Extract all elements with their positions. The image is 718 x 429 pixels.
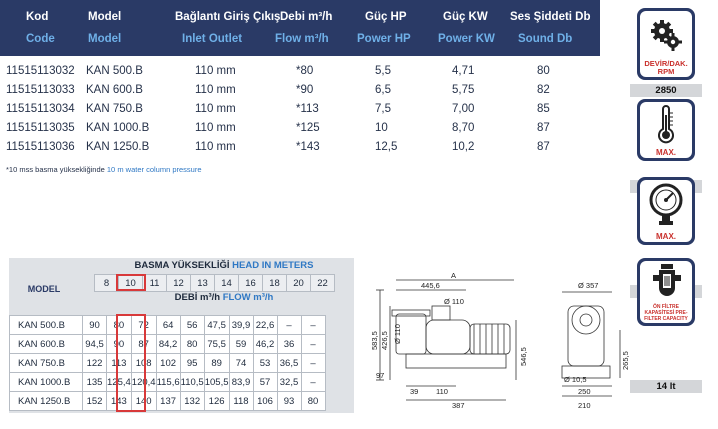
spec-table — [0, 0, 600, 157]
footnote-tr: *10 mss basma yüksekliğinde — [6, 165, 105, 174]
head-value: 16 — [239, 275, 263, 292]
model-header: MODEL — [27, 284, 61, 294]
flow-cell: 94,5 — [83, 335, 107, 354]
cell-flow: *143 — [296, 141, 320, 153]
head-title — [94, 260, 354, 274]
rpm-card — [637, 8, 695, 80]
table-row — [0, 81, 600, 100]
cell-hp: 6,5 — [375, 84, 391, 96]
footnote — [6, 165, 202, 174]
cell-flow: *80 — [296, 65, 314, 77]
cell-code: 11515113034 — [6, 103, 75, 115]
cell-db: 82 — [537, 84, 550, 96]
header-hp-tr: Güç HP — [365, 11, 407, 23]
flow-cell: 72 — [131, 316, 156, 335]
cell-flow: *90 — [296, 84, 314, 96]
header-connection-tr: Bağlantı Giriş Çıkış — [175, 11, 281, 23]
cell-kw: 10,2 — [452, 141, 475, 153]
header-row-en — [0, 28, 600, 50]
head-value: 20 — [287, 275, 311, 292]
dim-445: 445,6 — [421, 281, 440, 290]
cell-code: 11515113035 — [6, 122, 75, 134]
spec-table-body — [0, 56, 600, 157]
cell-hp: 12,5 — [375, 141, 398, 153]
dim-front-diameter: Ø 357 — [578, 281, 599, 290]
side-icons — [630, 8, 702, 392]
cell-model: KAN 750.B — [86, 103, 143, 115]
flow-cell: 137 — [156, 392, 180, 411]
flow-cell: – — [301, 354, 325, 373]
row-model: KAN 500.B — [10, 316, 83, 335]
flow-cell: 95 — [180, 354, 204, 373]
header-connection-en: Inlet Outlet — [182, 33, 243, 45]
footnote-en: 10 m water column pressure — [106, 165, 202, 174]
cell-kw: 7,00 — [452, 103, 475, 115]
dim-inlet-diameter: Ø 110 — [393, 324, 402, 344]
cell-kw: 8,70 — [452, 122, 475, 134]
cell-db: 85 — [537, 103, 550, 115]
temperature-card — [637, 99, 695, 161]
cell-code: 11515113032 — [6, 65, 75, 77]
table-row — [10, 316, 326, 335]
flow-values-table — [9, 315, 326, 411]
cell-model: KAN 500.B — [86, 65, 143, 77]
flow-cell: 87 — [131, 335, 156, 354]
prefilter-lid-outline — [392, 310, 430, 316]
header-model-en: Model — [88, 33, 122, 45]
flow-cell: 93 — [277, 392, 301, 411]
header-code-en: Code — [26, 33, 55, 45]
header-db-tr: Ses Şiddeti Db — [510, 11, 591, 23]
dim-250: 250 — [578, 387, 591, 396]
cell-flow: *125 — [296, 122, 320, 134]
cell-model: KAN 1250.B — [86, 141, 150, 153]
cell-hp: 10 — [375, 122, 388, 134]
flow-cell: 126 — [204, 392, 229, 411]
table-row — [10, 335, 326, 354]
flow-cell: 106 — [253, 392, 277, 411]
head-value: 12 — [167, 275, 191, 292]
rpm-label: DEVİR/DAK. RPM — [644, 59, 688, 76]
head-values-row — [94, 274, 335, 292]
header-hp-en: Power HP — [357, 33, 411, 45]
row-model: KAN 600.B — [10, 335, 83, 354]
flow-cell: 143 — [107, 392, 132, 411]
head-value: 13 — [191, 275, 215, 292]
flow-cell: – — [277, 316, 301, 335]
table-row — [10, 373, 326, 392]
pressure-gauge-icon — [648, 182, 684, 228]
row-model: KAN 1250.B — [10, 392, 83, 411]
row-model: KAN 1000.B — [10, 373, 83, 392]
dim-A: A — [451, 271, 457, 280]
table-row — [0, 62, 600, 81]
flow-cell: 32,5 — [277, 373, 301, 392]
spec-table-header — [0, 0, 600, 56]
dim-110: 110 — [436, 387, 448, 396]
flow-cell: 152 — [83, 392, 107, 411]
flow-cell: 102 — [156, 354, 180, 373]
table-row — [10, 392, 326, 411]
flow-cell: 110,5 — [180, 373, 204, 392]
flow-cell: 80 — [107, 316, 132, 335]
dim-426: 426,5 — [380, 331, 389, 350]
outlet-outline — [432, 306, 450, 320]
dim-546: 546,5 — [519, 347, 528, 366]
performance-table — [9, 258, 354, 413]
flow-cell: 115,6 — [156, 373, 180, 392]
pressure-card — [637, 177, 695, 245]
base-outline — [406, 354, 506, 368]
table-row — [0, 100, 600, 119]
flow-cell: – — [301, 373, 325, 392]
head-title-en: HEAD IN METERS — [232, 260, 314, 271]
flow-cell: 59 — [229, 335, 253, 354]
row-model: KAN 750.B — [10, 354, 83, 373]
head-value: 22 — [311, 275, 335, 292]
flow-cell: 36 — [277, 335, 301, 354]
dim-39: 39 — [410, 387, 419, 396]
cell-db: 87 — [537, 122, 550, 134]
front-body-outline — [568, 306, 604, 366]
table-row — [0, 138, 600, 157]
cell-kw: 5,75 — [452, 84, 475, 96]
head-value: 18 — [263, 275, 287, 292]
header-kw-en: Power KW — [438, 33, 495, 45]
cell-flow: *113 — [296, 103, 319, 115]
flow-cell: 56 — [180, 316, 204, 335]
header-model-tr: Model — [88, 11, 122, 23]
header-flow-tr: Debi m³/h — [280, 11, 333, 23]
flow-cell: 84,2 — [156, 335, 180, 354]
header-code-tr: Kod — [26, 11, 49, 23]
dim-outlet-diameter: Ø 110 — [444, 297, 464, 306]
flow-cell: 53 — [253, 354, 277, 373]
dim-210: 210 — [578, 401, 591, 410]
header-row-tr — [0, 6, 600, 28]
flow-cell: 135 — [83, 373, 107, 392]
header-flow-en: Flow m³/h — [275, 33, 329, 45]
header-db-en: Sound Db — [518, 33, 573, 45]
flow-cell: 122 — [83, 354, 107, 373]
flow-cell: 90 — [107, 335, 132, 354]
dim-583: 583,5 — [370, 331, 379, 350]
flow-cell: 80 — [301, 392, 325, 411]
cell-model: KAN 1000.B — [86, 122, 150, 134]
pressure-label: MAX. — [656, 232, 676, 241]
cell-connection: 110 mm — [195, 84, 236, 96]
gears-icon — [649, 18, 683, 52]
cell-kw: 4,71 — [452, 65, 475, 77]
cell-code: 11515113036 — [6, 141, 75, 153]
head-title-tr: BASMA YÜKSEKLİĞİ — [134, 260, 230, 271]
flow-cell: 90 — [83, 316, 107, 335]
flow-title-tr: DEBİ m³/h — [174, 292, 221, 303]
prefilter-label: ÖN FİLTRE KAPASİTESİ PRE-FILTER CAPACITY — [644, 304, 688, 322]
flow-title — [94, 292, 354, 304]
rpm-value: 2850 — [630, 84, 702, 97]
flow-cell: 140 — [131, 392, 156, 411]
flow-cell: 22,6 — [253, 316, 277, 335]
flow-cell: 105,5 — [204, 373, 229, 392]
cell-connection: 110 mm — [195, 103, 236, 115]
flow-cell: 89 — [204, 354, 229, 373]
flow-cell: 132 — [180, 392, 204, 411]
flow-cell: 83,9 — [229, 373, 253, 392]
flow-cell: 113 — [107, 354, 132, 373]
flow-cell: 125,4 — [107, 373, 132, 392]
cell-db: 80 — [537, 65, 550, 77]
dim-265: 265,5 — [621, 351, 630, 370]
flow-cell: 108 — [131, 354, 156, 373]
head-value: 10 — [119, 275, 143, 292]
header-kw-tr: Güç KW — [443, 11, 488, 23]
head-value: 8 — [95, 275, 119, 292]
cell-connection: 110 mm — [195, 65, 236, 77]
flow-cell: 36,5 — [277, 354, 301, 373]
head-value: 14 — [215, 275, 239, 292]
table-row — [0, 119, 600, 138]
cell-hp: 5,5 — [375, 65, 391, 77]
flow-cell: 74 — [229, 354, 253, 373]
flow-cell: – — [301, 335, 325, 354]
flow-cell: 80 — [180, 335, 204, 354]
cell-code: 11515113033 — [6, 84, 75, 96]
dim-97: 97 — [376, 371, 385, 380]
flow-title-en: FLOW m³/h — [222, 292, 274, 303]
thermometer-icon — [656, 105, 676, 145]
head-value: 11 — [143, 275, 167, 292]
prefilter-value: 14 lt — [630, 380, 702, 393]
table-row — [10, 354, 326, 373]
cell-connection: 110 mm — [195, 122, 236, 134]
flow-cell: 75,5 — [204, 335, 229, 354]
dim-hole-diameter: Ø 10,5 — [564, 375, 587, 384]
cell-db: 87 — [537, 141, 550, 153]
cell-connection: 110 mm — [195, 141, 236, 153]
cell-hp: 7,5 — [375, 103, 391, 115]
flow-cell: 118 — [229, 392, 253, 411]
technical-drawing — [366, 270, 711, 415]
flow-cell: 47,5 — [204, 316, 229, 335]
front-motor-circle — [572, 306, 600, 334]
pump-housing-outline — [426, 320, 470, 354]
flow-cell: 39,9 — [229, 316, 253, 335]
flow-cell: 64 — [156, 316, 180, 335]
temperature-label: MAX. — [656, 148, 676, 157]
flow-cell: 46,2 — [253, 335, 277, 354]
flow-cell: – — [301, 316, 325, 335]
flow-cell: 57 — [253, 373, 277, 392]
dim-387: 387 — [452, 401, 465, 410]
cell-model: KAN 600.B — [86, 84, 143, 96]
flow-cell: 120,4 — [131, 373, 156, 392]
